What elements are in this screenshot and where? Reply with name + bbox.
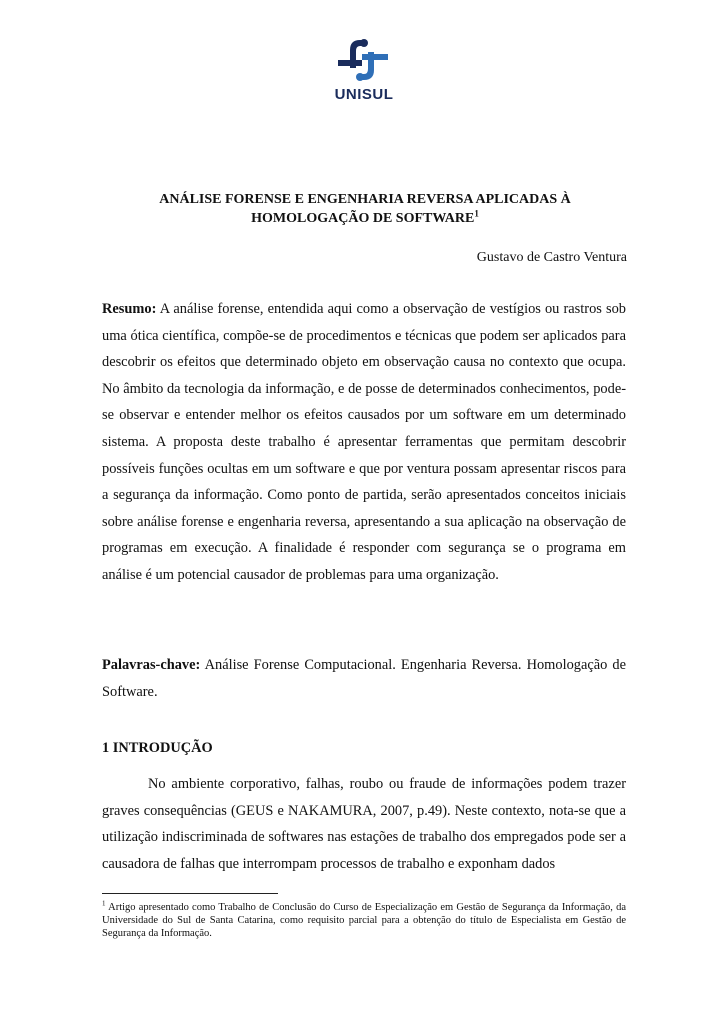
university-logo: [328, 34, 400, 106]
title-footnote-ref: 1: [474, 208, 479, 219]
abstract: [102, 296, 626, 589]
keywords-text: Análise Forense Computacional. Engenharia Reversa. Homologação de Software.: [102, 657, 626, 700]
keywords: [102, 652, 626, 705]
paper-title: [100, 190, 630, 228]
footnote-marker: 1: [102, 899, 106, 908]
section-heading: 1 INTRODUÇÃO: [102, 740, 213, 756]
unisul-emblem-icon: [328, 34, 400, 86]
abstract-text: A análise forense, entendida aqui como a observação de vestígios ou rastros sob uma ótica científica, compõe-se de procedimentos e técnicas que podem ser aplicados para descobrir os efeitos que determinado objeto em observação causa no contexto que ocupa. No âmbito da tecnologia da informação, e de posse de determinados conhecimentos, pode-se observar e entender melhor os efeitos causados por um software em um determinado sistema. A proposta deste trabalho é apresentar ferramentas que permitam descobrir possíveis funções ocultas em um software e que por ventura possam apresentar riscos para a segurança da informação. Como ponto de partida, serão apresentados conceitos iniciais sobre análise forense e engenharia reversa, apresentando a sua aplicação na observação de programas em execução. A finalidade é responder com segurança se o programa em análise é um potencial causador de problemas para uma organização.: [102, 301, 626, 583]
abstract-label: Resumo:: [102, 301, 157, 317]
paper-title-text: ANÁLISE FORENSE E ENGENHARIA REVERSA APLICADAS À HOMOLOGAÇÃO DE SOFTWARE: [159, 192, 571, 226]
author-name: Gustavo de Castro Ventura: [476, 250, 627, 265]
footnote-divider: [102, 893, 278, 894]
footnote-text: Artigo apresentado como Trabalho de Conclusão do Curso de Especialização em Gestão de Segurança da Informação, da Universidade do Sul de Santa Catarina, como requisito parcial para a obtenção do título de Especialista em Gestão de Segurança da Informação.: [102, 902, 626, 939]
logo-wordmark: UNISUL: [334, 86, 394, 103]
keywords-label: Palavras-chave:: [102, 657, 201, 673]
footnote: [102, 901, 626, 940]
body-paragraph: No ambiente corporativo, falhas, roubo ou fraude de informações podem trazer graves consequências (GEUS e NAKAMURA, 2007, p.49). Neste contexto, nota-se que a utilização indiscriminada de softwares nas estações de trabalho dos empregados pode ser a causadora de falhas que interrompam processos de trabalho e exponham dados: [102, 776, 626, 872]
